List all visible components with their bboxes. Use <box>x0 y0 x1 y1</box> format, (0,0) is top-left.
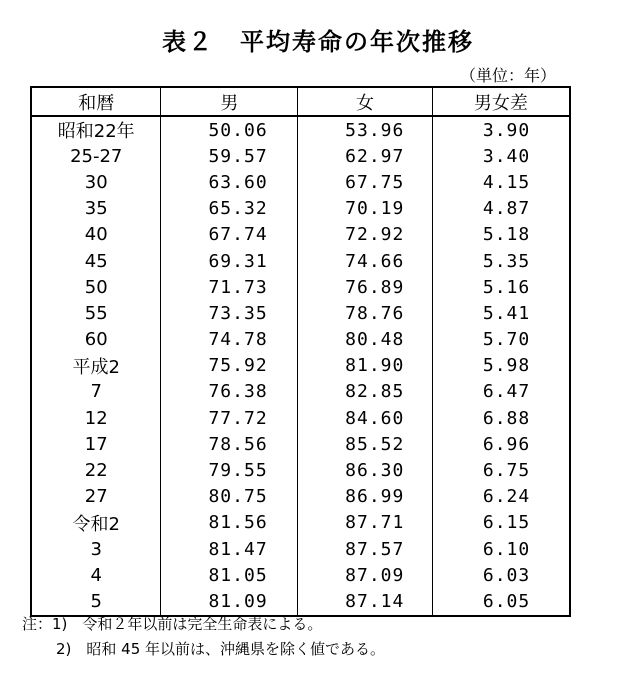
table-row <box>31 300 570 326</box>
male-cell: 71.73 <box>161 274 298 300</box>
female-cell: 62.97 <box>298 143 433 169</box>
male-cell: 81.56 <box>161 510 298 536</box>
diff-cell: 6.75 <box>432 457 570 483</box>
table-row <box>31 379 570 405</box>
era-cell: 40 <box>31 222 161 248</box>
header-diff: 男女差 <box>432 87 570 116</box>
table-row <box>31 248 570 274</box>
era-cell: 50 <box>31 274 161 300</box>
table-row <box>31 405 570 431</box>
era-cell: 昭和22年 <box>31 116 161 143</box>
era-cell: 4 <box>31 562 161 588</box>
era-cell: 5 <box>31 588 161 615</box>
header-era: 和暦 <box>31 87 161 116</box>
era-cell: 22 <box>31 457 161 483</box>
diff-cell: 6.03 <box>432 562 570 588</box>
header-row <box>31 87 570 116</box>
diff-cell: 6.96 <box>432 431 570 457</box>
male-cell: 63.60 <box>161 169 298 195</box>
table-body <box>31 116 570 616</box>
unit-label: （単位：年） <box>459 66 556 85</box>
female-cell: 67.75 <box>298 169 433 195</box>
male-cell: 73.35 <box>161 300 298 326</box>
era-cell: 12 <box>31 405 161 431</box>
male-cell: 80.75 <box>161 484 298 510</box>
female-cell: 53.96 <box>298 116 433 143</box>
female-cell: 87.09 <box>298 562 433 588</box>
era-cell: 3 <box>31 536 161 562</box>
table-row <box>31 196 570 222</box>
female-cell: 81.90 <box>298 353 433 379</box>
female-cell: 84.60 <box>298 405 433 431</box>
table-row <box>31 116 570 143</box>
male-cell: 81.05 <box>161 562 298 588</box>
diff-cell: 6.47 <box>432 379 570 405</box>
era-cell: 30 <box>31 169 161 195</box>
diff-cell: 5.16 <box>432 274 570 300</box>
diff-cell: 6.10 <box>432 536 570 562</box>
female-cell: 85.52 <box>298 431 433 457</box>
era-cell: 平成2 <box>31 353 161 379</box>
era-cell: 35 <box>31 196 161 222</box>
male-cell: 69.31 <box>161 248 298 274</box>
table-row <box>31 222 570 248</box>
female-cell: 87.14 <box>298 588 433 615</box>
table-row <box>31 353 570 379</box>
table-row <box>31 510 570 536</box>
era-cell: 7 <box>31 379 161 405</box>
era-cell: 17 <box>31 431 161 457</box>
diff-cell: 5.41 <box>432 300 570 326</box>
era-cell: 60 <box>31 327 161 353</box>
female-cell: 80.48 <box>298 327 433 353</box>
male-cell: 74.78 <box>161 327 298 353</box>
era-cell: 45 <box>31 248 161 274</box>
table-row <box>31 457 570 483</box>
era-cell: 令和2 <box>31 510 161 536</box>
diff-cell: 4.15 <box>432 169 570 195</box>
era-cell: 27 <box>31 484 161 510</box>
table-row <box>31 431 570 457</box>
diff-cell: 6.15 <box>432 510 570 536</box>
table-row <box>31 327 570 353</box>
female-cell: 87.71 <box>298 510 433 536</box>
male-cell: 67.74 <box>161 222 298 248</box>
female-cell: 86.99 <box>298 484 433 510</box>
female-cell: 86.30 <box>298 457 433 483</box>
female-cell: 70.19 <box>298 196 433 222</box>
table-title: 表２ 平均寿命の年次推移 <box>162 28 474 56</box>
era-cell: 55 <box>31 300 161 326</box>
era-cell: 25-27 <box>31 143 161 169</box>
male-cell: 50.06 <box>161 116 298 143</box>
life-expectancy-table <box>30 86 571 617</box>
diff-cell: 3.40 <box>432 143 570 169</box>
table-row <box>31 484 570 510</box>
female-cell: 72.92 <box>298 222 433 248</box>
header-male: 男 <box>161 87 298 116</box>
male-cell: 65.32 <box>161 196 298 222</box>
male-cell: 81.09 <box>161 588 298 615</box>
footnote-2: 2) 昭和 45 年以前は、沖縄県を除く値である。 <box>56 640 386 658</box>
diff-cell: 6.05 <box>432 588 570 615</box>
diff-cell: 6.24 <box>432 484 570 510</box>
diff-cell: 5.35 <box>432 248 570 274</box>
table-row <box>31 143 570 169</box>
diff-cell: 5.98 <box>432 353 570 379</box>
female-cell: 76.89 <box>298 274 433 300</box>
table-row <box>31 274 570 300</box>
table-row <box>31 169 570 195</box>
diff-cell: 4.87 <box>432 196 570 222</box>
male-cell: 76.38 <box>161 379 298 405</box>
table-row <box>31 536 570 562</box>
female-cell: 82.85 <box>298 379 433 405</box>
diff-cell: 3.90 <box>432 116 570 143</box>
footnote-1: 注：1) 令和２年以前は完全生命表による。 <box>22 615 323 633</box>
male-cell: 75.92 <box>161 353 298 379</box>
diff-cell: 5.70 <box>432 327 570 353</box>
male-cell: 59.57 <box>161 143 298 169</box>
male-cell: 81.47 <box>161 536 298 562</box>
male-cell: 78.56 <box>161 431 298 457</box>
header-female: 女 <box>298 87 433 116</box>
female-cell: 74.66 <box>298 248 433 274</box>
female-cell: 87.57 <box>298 536 433 562</box>
male-cell: 79.55 <box>161 457 298 483</box>
diff-cell: 5.18 <box>432 222 570 248</box>
male-cell: 77.72 <box>161 405 298 431</box>
female-cell: 78.76 <box>298 300 433 326</box>
footnotes <box>22 612 385 662</box>
diff-cell: 6.88 <box>432 405 570 431</box>
table-row <box>31 562 570 588</box>
